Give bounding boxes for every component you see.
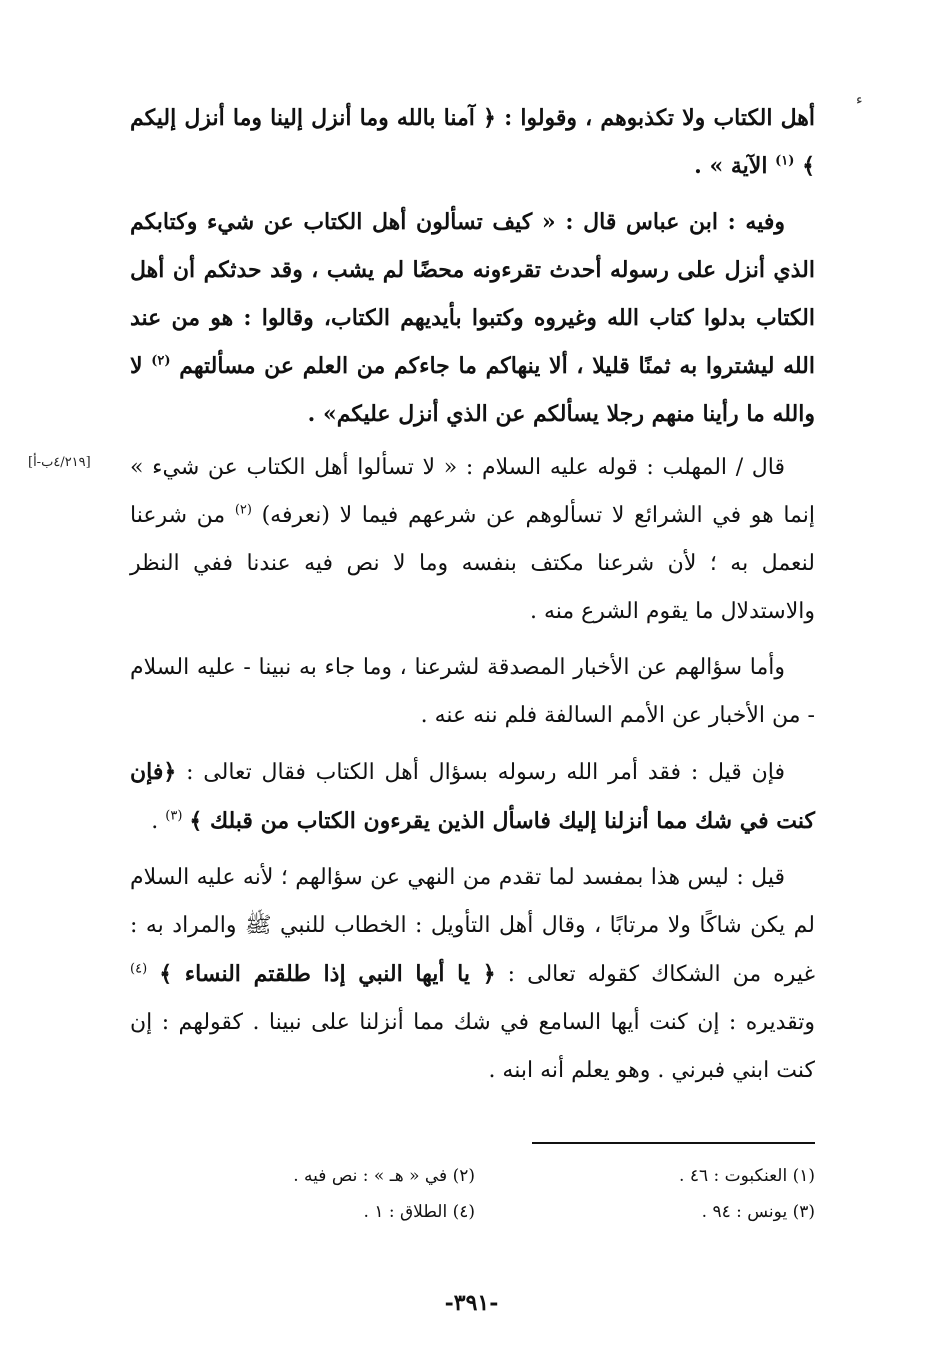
paragraph-2-end: لا والله ما رأينا منهم رجلا يسألكم عن الذي أنزل عليكم» . — [130, 353, 815, 427]
footnote-4: (٤) الطلاق : ١ . — [363, 1202, 475, 1222]
footnote-2: (٢) في « هـ » : نص فيه . — [293, 1166, 475, 1186]
paragraph-5-intro: فإن قيل : فقد أمر الله رسوله بسؤال أهل الكتاب فقال تعالى : — [186, 760, 785, 785]
paragraph-5 — [130, 748, 815, 846]
footnote-divider — [532, 1142, 815, 1144]
quran-quote-1: ﴿فإن كنت في شك مما أنزلنا إليك فاسأل الذين يقرءون الكتاب من قبلك ﴾ — [130, 759, 815, 834]
page-number: -٣٩١- — [444, 1290, 499, 1316]
paragraph-3 — [130, 444, 815, 636]
footnote-row — [130, 1158, 815, 1194]
footnote-ref-3: (٣) — [165, 808, 183, 824]
paragraph-5-end: . — [151, 809, 159, 834]
footnote-3: (٣) يونس : ٩٤ . — [701, 1202, 815, 1222]
body-text — [130, 94, 815, 1095]
paragraph-1-end: الآية » . — [694, 153, 768, 179]
footnote-1: (١) العنكبوت : ٤٦ . — [679, 1166, 815, 1186]
footnote-ref-1: (١) — [775, 153, 795, 169]
paragraph-2-text: وفيه : ابن عباس قال : « كيف تسألون أهل الكتاب عن شيء وكتابكم الذي أنزل على رسوله أحدث تقرءونه محضًا لم يشب ، وقد حدثكم أن أهل الكتاب بدلوا كتاب الله وغيروه وكتبوا بأيديهم الكتاب، وقالوا : هو من عند الله ليشتروا به ثمنًا قليلا ، ألا ينهاكم ما جاءكم من العلم عن مسألتهم — [130, 209, 815, 379]
paragraph-4-text: وأما سؤالهم عن الأخبار المصدقة لشرعنا ، وما جاء به نبينا - عليه السلام - من الأخبار عن الأمم السالفة فلم ننه عنه . — [130, 655, 815, 728]
paragraph-4 — [130, 644, 815, 740]
paragraph-6-text-a: قيل : ليس هذا بمفسد لما تقدم من النهي عن سؤالهم ؛ لأنه عليه السلام لم يكن شاكًا ولا مرتابًا ، وقال أهل التأويل : الخطاب للنبي ﷺ والمراد به : غيره من الشكاك كقوله تعالى : — [130, 865, 815, 987]
quran-quote-2: ﴿ يا أيها النبي إذا طلقتم النساء ﴾ — [159, 961, 496, 987]
paragraph-6-text-b: وتقديره : إن كنت أيها السامع في شك مما أنزلنا على نبينا . كقولهم : إن كنت ابني فبرني . وهو يعلم أنه ابنه . — [130, 1010, 815, 1083]
paragraph-3-text: قال / المهلب : قوله عليه السلام : « لا تسألوا أهل الكتاب عن شيء » إنما هو في الشرائع لا تسألوهم عن شرعهم فيما لا (نعرفه) — [130, 455, 815, 528]
footnote-row — [130, 1194, 815, 1230]
footnote-ref-2b: (٢) — [234, 502, 252, 518]
footnote-ref-2: (٢) — [151, 353, 171, 369]
paragraph-3-end: من شرعنا لنعمل به ؛ لأن شرعنا مكتف بنفسه وما لا نص فيه عندنا ففي النظر والاستدلال ما يقوم الشرع منه . — [130, 503, 815, 624]
paragraph-6 — [130, 854, 815, 1095]
paragraph-1-text: أهل الكتاب ولا تكذبوهم ، وقولوا : ﴿ آمنا بالله وما أنزل إلينا وما أنزل إليكم ﴾ — [130, 105, 815, 179]
corner-mark: ء — [856, 92, 863, 108]
paragraph-2 — [130, 198, 815, 438]
footnote-ref-4: (٤) — [130, 961, 148, 977]
paragraph-1 — [130, 94, 815, 190]
margin-manuscript-ref: [٤/٢١٩ب-أ] — [28, 455, 91, 470]
footnotes — [130, 1158, 815, 1230]
